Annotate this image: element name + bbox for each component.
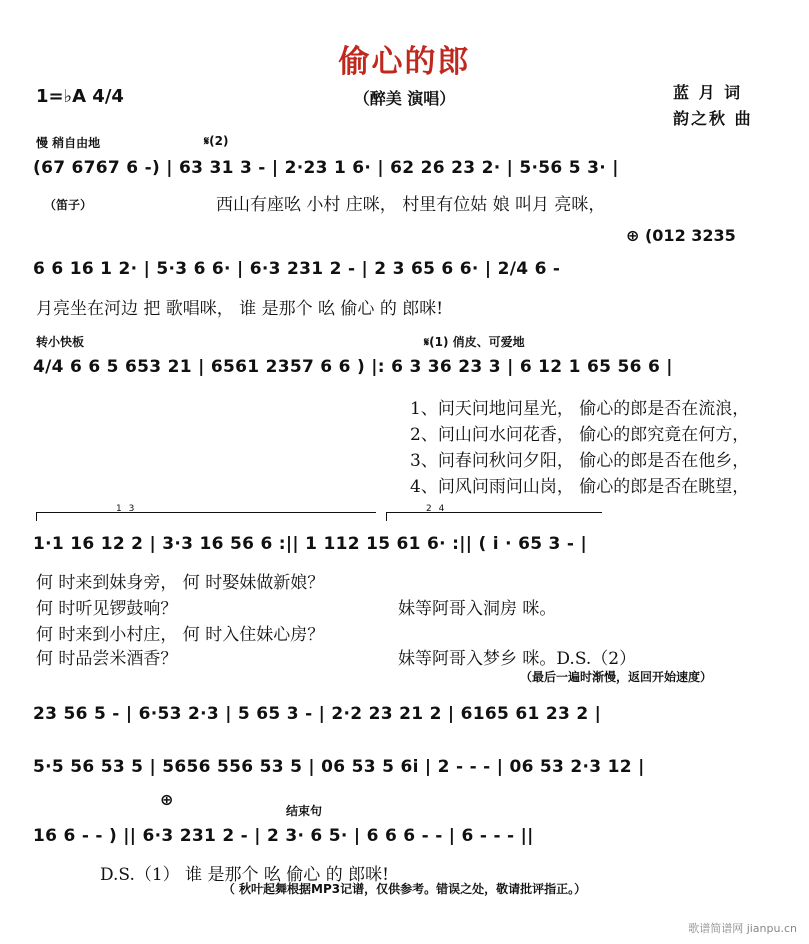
watermark: 歌谱简谱网 jianpu.cn — [688, 922, 797, 935]
performer: （醉美 演唱） — [353, 89, 456, 108]
ending-bracket-24 — [386, 504, 602, 514]
ritardando-note: （最后一遍时渐慢，返回开始速度） — [520, 670, 713, 684]
transcriber-note: （ 秋叶起舞根据MP3记谱，仅供参考。错误之处，敬请批评指正。） — [222, 882, 587, 896]
final-phrase-label: 结束句 — [286, 804, 323, 818]
lyric-line-2: 月亮坐在河边 把 歌唱咪， 谁 是那个 吆 偷心 的 郎咪! — [36, 299, 444, 319]
key-signature: 1=♭A 4/4 — [36, 86, 124, 107]
segno-1-mark: 𝄋(1) 俏皮、可爱地 — [424, 335, 525, 349]
lyric-line-1: 西山有座吆 小村 庄咪， 村里有位姑 娘 叫月 亮咪， — [216, 195, 606, 215]
lyric-line-7: D.S.（1） 谁 是那个 吆 偷心 的 郎咪! — [100, 865, 389, 885]
flute-label: （笛子） — [44, 198, 93, 212]
notation-line-4: 1·1 16 12 2 | 3·3 16 56 6 :|| 1 112 15 61 6· :|| ( i · 65 3 - | — [33, 534, 587, 554]
refrain-4a: 何 时品尝米酒香？ — [36, 649, 178, 669]
song-title: 偷心的郎 — [338, 44, 471, 80]
refrain-3a: 何 时来到小村庄， 何 时入住妹心房？ — [36, 625, 325, 645]
notation-line-3: 4/4 6 6 5 653 21 | 6561 2357 6 6 ) |: 6 3 36 23 3 | 6 12 1 65 56 6 | — [33, 357, 673, 377]
tempo-change: 转小快板 — [36, 335, 85, 349]
tempo-marking: 慢 稍自由地 — [36, 136, 101, 150]
refrain-4b: 妹等阿哥入梦乡 咪。D.S.（2） — [398, 649, 637, 669]
refrain-2b: 妹等阿哥入洞房 咪。 — [398, 599, 557, 619]
verse-2: 2、问山问水问花香， 偷心的郎究竟在何方， — [410, 425, 750, 445]
verse-3: 3、问春问秋问夕阳， 偷心的郎是否在他乡， — [410, 451, 750, 471]
refrain-2a: 何 时听见锣鼓响？ — [36, 599, 178, 619]
coda-intro-notes: (012 3235 — [644, 226, 736, 245]
notation-line-6: 5·5 56 53 5 | 5656 556 53 5 | 06 53 5 6i | 2 - - - | 06 53 2·3 12 | — [33, 757, 645, 777]
notation-line-5: 23 56 5 - | 6·53 2·3 | 5 65 3 - | 2·2 23 21 2 | 6165 61 23 2 | — [33, 704, 602, 724]
verse-1: 1、问天问地问星光， 偷心的郎是否在流浪， — [410, 399, 750, 419]
refrain-1a: 何 时来到妹身旁， 何 时娶妹做新娘？ — [36, 573, 325, 593]
composer-credit: 韵之秋 曲 — [673, 109, 753, 128]
notation-line-1: (67 6767 6 -) | 63 31 3 - | 2·23 1 6· | 62 26 23 2· | 5·56 5 3· | — [33, 158, 619, 178]
ending-label-13: 1 3 — [116, 504, 137, 514]
lyricist-credit: 蓝 月 词 — [673, 83, 743, 102]
verse-4: 4、问风问雨问山岗， 偷心的郎是否在眺望， — [410, 477, 750, 497]
ending-label-24: 2 4 — [426, 504, 447, 514]
segno-2-mark: 𝄋(2) — [204, 134, 229, 148]
coda-icon: ⊕ — [626, 226, 640, 245]
coda-intro — [626, 226, 736, 245]
coda-icon: ⊕ — [160, 790, 174, 809]
notation-line-2: 6 6 16 1 2· | 5·3 6 6· | 6·3 231 2 - | 2 3 65 6 6· | 2/4 6 - — [33, 259, 561, 279]
ending-bracket-13 — [36, 504, 376, 514]
notation-line-7: 16 6 - - ) || 6·3 231 2 - | 2 3· 6 5· | 6 6 6 - - | 6 - - - || — [33, 826, 534, 846]
